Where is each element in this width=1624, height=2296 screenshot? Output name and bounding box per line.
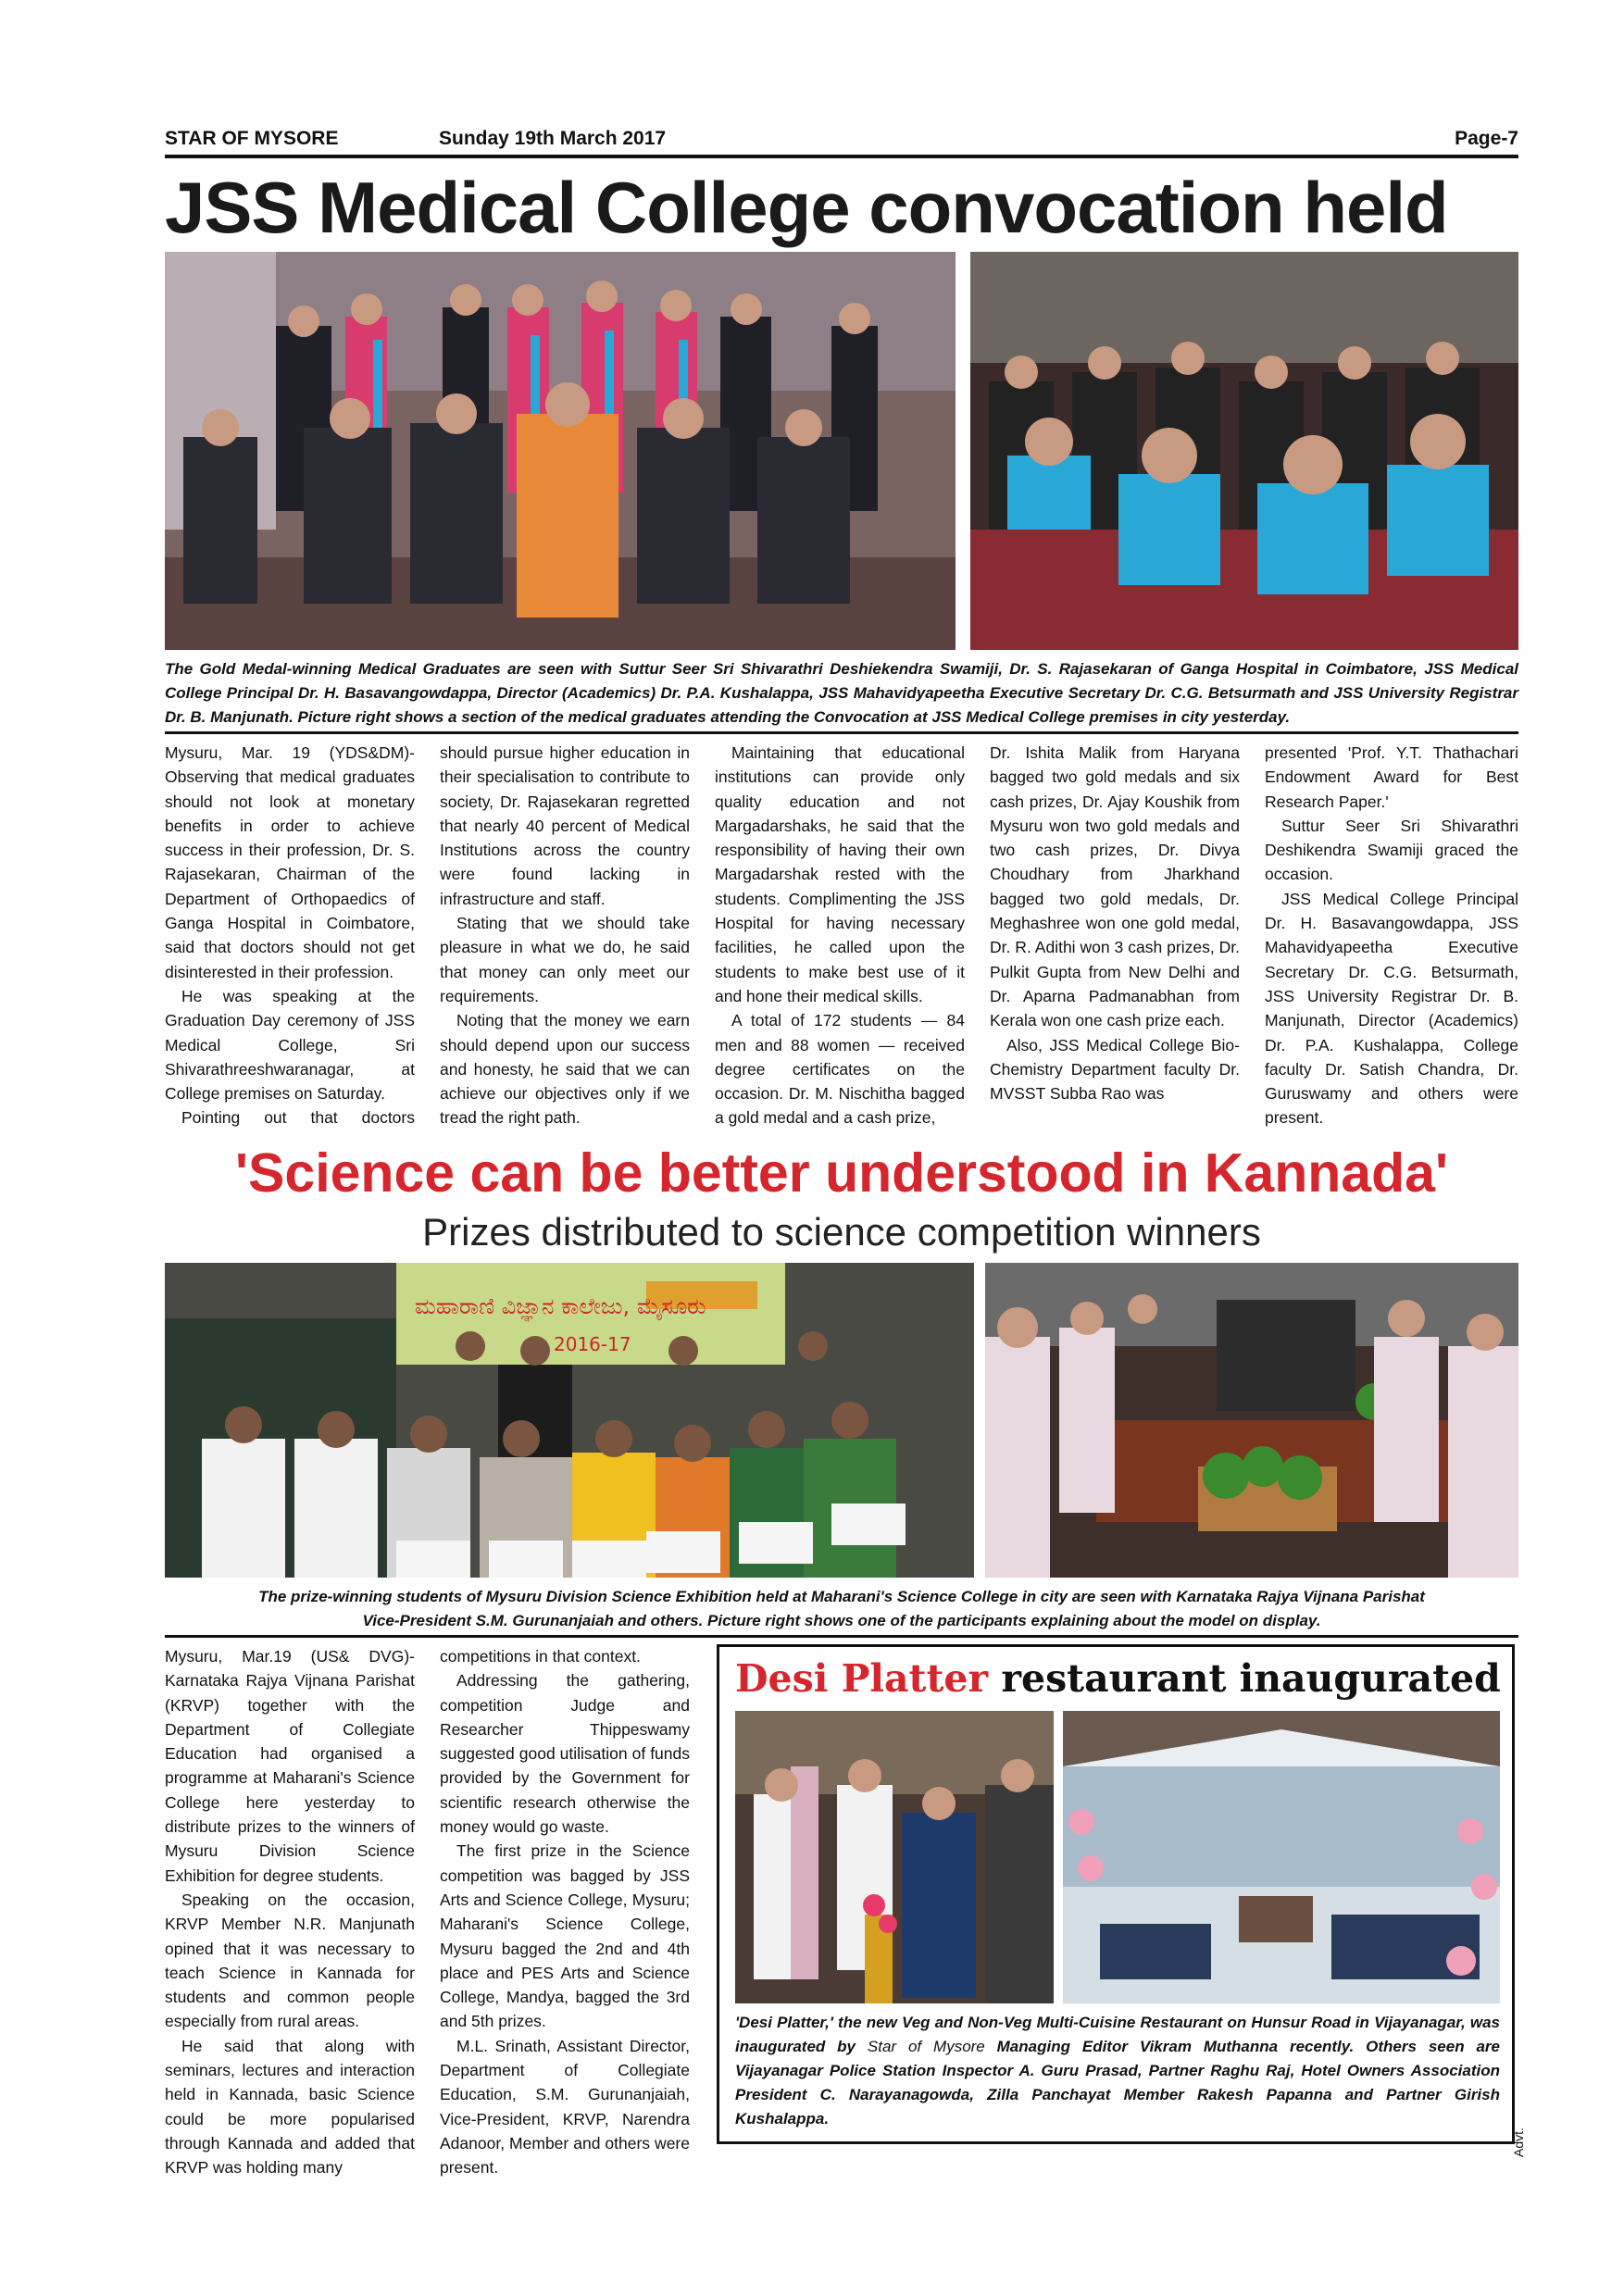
story1-col2-para: should pursue higher education in their specialisation to contribute to society, Dr. Rajasekaran regretted that nearly 40 percent of Medical Institutions across the country were found lacking in infrastructure and staff. bbox=[440, 743, 690, 908]
science-winners-photo bbox=[165, 1263, 974, 1578]
convocation-dais-photo bbox=[165, 252, 956, 650]
story2-column-2 bbox=[440, 1644, 690, 2180]
story2-col1-para: He said that along with seminars, lectures and interaction held in Kannada, basic Science could be more popularised through Kannada and added that KRVP was holding many bbox=[165, 2036, 415, 2177]
story1-col1-para: He was speaking at the Graduation Day ceremony of JSS Medical College, Sri Shivarathreeshwaranagar, at College premises on Saturday. bbox=[165, 986, 415, 1104]
story2-caption-line: Vice-President S.M. Gurunanjaiah and others. Picture right shows one of the participants explaining about the model on display. bbox=[362, 1612, 1321, 1629]
story1-caption: The Gold Medal-winning Medical Graduates are seen with Suttur Seer Sri Shivarathri Deshiekendra Swamiji, Dr. S. Rajasekaran of Ganga Hospital in Coimbatore, JSS Medical College Principal Dr. H. Basavangowdappa, Director (Academics) Dr. P.A. Kushalappa, JSS Mahavidyapeetha Executive Secretary Dr. C.G. Betsurmath and JSS University Registrar Dr. B. Manjunath. Picture right shows a section of the medical graduates attending the Convocation at JSS Medical College premises in city yesterday. bbox=[165, 660, 1518, 726]
advert-title-rest: restaurant inaugurated bbox=[1001, 1656, 1501, 1701]
advert-caption bbox=[735, 2011, 1500, 2131]
story2-caption-rule bbox=[165, 1635, 1518, 1638]
story1-col1-para: Pointing out that doctors bbox=[181, 1108, 415, 1128]
restaurant-interior-photo bbox=[1063, 1711, 1500, 2003]
story1-col3-para: Maintaining that educational institutions can provide only quality education and not Margadarshaks, he said that the responsibility of having their own Margadarshak rested with the students. Complimenting the JSS Hospital for having necessary facilities, he called upon the students to make best use of it and hone their medical skills. bbox=[715, 743, 965, 1005]
story1-column-2 bbox=[440, 741, 690, 1130]
advert-label: Advt. bbox=[1511, 2128, 1526, 2157]
story1-col2-para: Noting that the money we earn should depend upon our success and honesty, he said that we can achieve our objectives only if we tread the right path. bbox=[440, 1011, 690, 1128]
masthead-rule bbox=[165, 155, 1518, 158]
advert-title bbox=[735, 1653, 1501, 1703]
story2-caption bbox=[165, 1585, 1518, 1633]
paper-name: STAR OF MYSORE bbox=[165, 128, 339, 149]
story1-col1-para: Mysuru, Mar. 19 (YDS&DM)- Observing that medical graduates should not look at monetary benefits in order to achieve success in their profession, Dr. S. Rajasekaran, Chairman of the Department of Orthopaedics of Ganga Hospital in Coimbatore, said that doctors should not get disinterested in their profession. bbox=[165, 743, 415, 981]
advert-caption-pre: 'Desi Platter,' the new Veg and Non-Veg Multi-Cuisine Restaurant on Hunsur Road in Vijayanagar, was inaugurated by bbox=[735, 2014, 1500, 2055]
story1-caption-rule bbox=[165, 731, 1518, 734]
story2-column-1 bbox=[165, 1644, 415, 2180]
inauguration-lamp-photo bbox=[735, 1711, 1054, 2003]
story1-column-4 bbox=[990, 741, 1240, 1105]
story1-headline: JSS Medical College convocation held bbox=[165, 167, 1448, 248]
advert-caption-paper: Star of Mysore bbox=[867, 2038, 985, 2055]
story1-col5-para: presented 'Prof. Y.T. Thathachari Endowment Award for Best Research Paper.' bbox=[1265, 743, 1518, 811]
story2-col2-para: M.L. Srinath, Assistant Director, Department of Collegiate Education, S.M. Gurunanjaiah, Vice-President, KRVP, Narendra Adanoor, Member and others were present. bbox=[440, 2036, 690, 2177]
graduates-audience-photo bbox=[970, 252, 1518, 650]
story2-col2-para: The first prize in the Science competition was bagged by JSS Arts and Science College, Mysuru; Maharani's Science College, Mysuru bagged the 2nd and 4th place and PES Arts and Science College, Mandya, bagged the 3rd and 5th prizes. bbox=[440, 1841, 690, 2031]
story1-col4-para: Dr. Ishita Malik from Haryana bagged two gold medals and six cash prizes, Dr. Ajay Koushik from Mysuru won two gold medals and two cash prizes, Dr. Divya Choudhary from Jharkhand bagged two gold medals, Dr. Meghashree won one gold medal, Dr. R. Adithi won 3 cash prizes, Dr. Pulkit Gupta from New Delhi and Dr. Aparna Padmanabhan from Kerala won one cash prize each. bbox=[990, 743, 1240, 1030]
page-number: Page-7 bbox=[1455, 128, 1518, 149]
story2-col2-para: Addressing the gathering, competition Judge and Researcher Thippeswamy suggested good utilisation of funds provided by the Government for scientific research otherwise the money would go waste. bbox=[440, 1671, 690, 1837]
story2-col1-para: Mysuru, Mar.19 (US& DVG)- Karnataka Rajya Vijnana Parishat (KRVP) together with the Department of Collegiate Education had organised a programme at Maharani's Science College here yesterday to distribute prizes to the winners of Mysuru Division Science Exhibition for degree students. bbox=[165, 1647, 415, 1885]
story2-caption-line: The prize-winning students of Mysuru Division Science Exhibition held at Maharani's Science College in city are seen with Karnataka Rajya Vijnana Parishat bbox=[258, 1588, 1425, 1605]
story1-col2-para: Stating that we should take pleasure in what we do, he said that money can only meet our requirements. bbox=[440, 914, 690, 1005]
story1-column-3 bbox=[715, 741, 965, 1130]
story1-column-1 bbox=[165, 741, 415, 1130]
story2-col2-para: competitions in that context. bbox=[440, 1647, 641, 1666]
banner-year-text: 2016-17 bbox=[554, 1333, 631, 1355]
story1-col5-para: Suttur Seer Sri Shivarathri Deshikendra Swamiji graced the occasion. bbox=[1265, 816, 1518, 884]
story2-headline: 'Science can be better understood in Kannada' bbox=[235, 1142, 1448, 1204]
science-model-photo bbox=[985, 1263, 1518, 1578]
story1-col5-para: JSS Medical College Principal Dr. H. Basavangowdappa, JSS Mahavidyapeetha Executive Secretary Dr. C.G. Betsurmath, JSS University Registrar Dr. B. Manjunath, Director (Academics) Dr. P.A. Kushalappa, College faculty Dr. Satish Chandra, Dr. Guruswamy and others were present. bbox=[1265, 889, 1518, 1128]
story1-column-5 bbox=[1265, 741, 1518, 1130]
story2-col1-para: Speaking on the occasion, KRVP Member N.R. Manjunath opined that it was necessary to teach Science in Kannada for students and common people especially from rural areas. bbox=[165, 1890, 415, 2031]
story1-col4-para: Also, JSS Medical College Bio-Chemistry Department faculty Dr. MVSST Subba Rao was bbox=[990, 1035, 1240, 1104]
advert-title-brand: Desi Platter bbox=[735, 1656, 989, 1701]
advert-caption-post: Managing Editor Vikram Muthanna recently. Others seen are Vijayanagar Police Station Inspector A. Guru Prasad, Partner Raghu Raj, Hotel Owners Association President C. Narayanagowda, Zilla Panchayat Member Rakesh Papanna and Partner Girish Kushalappa. bbox=[735, 2038, 1500, 2128]
banner-kannada-text: ಮಹಾರಾಣಿ ವಿಜ್ಞಾನ ಕಾಲೇಜು, ಮೈಸೂರು bbox=[415, 1293, 706, 1319]
story2-subhead: Prizes distributed to science competition winners bbox=[422, 1210, 1261, 1254]
masthead bbox=[165, 128, 1518, 156]
issue-date: Sunday 19th March 2017 bbox=[439, 128, 667, 149]
story1-col3-para: A total of 172 students — 84 men and 88 women — received degree certificates on the occasion. Dr. M. Nischitha bagged a gold medal and a cash prize, bbox=[715, 1011, 965, 1128]
